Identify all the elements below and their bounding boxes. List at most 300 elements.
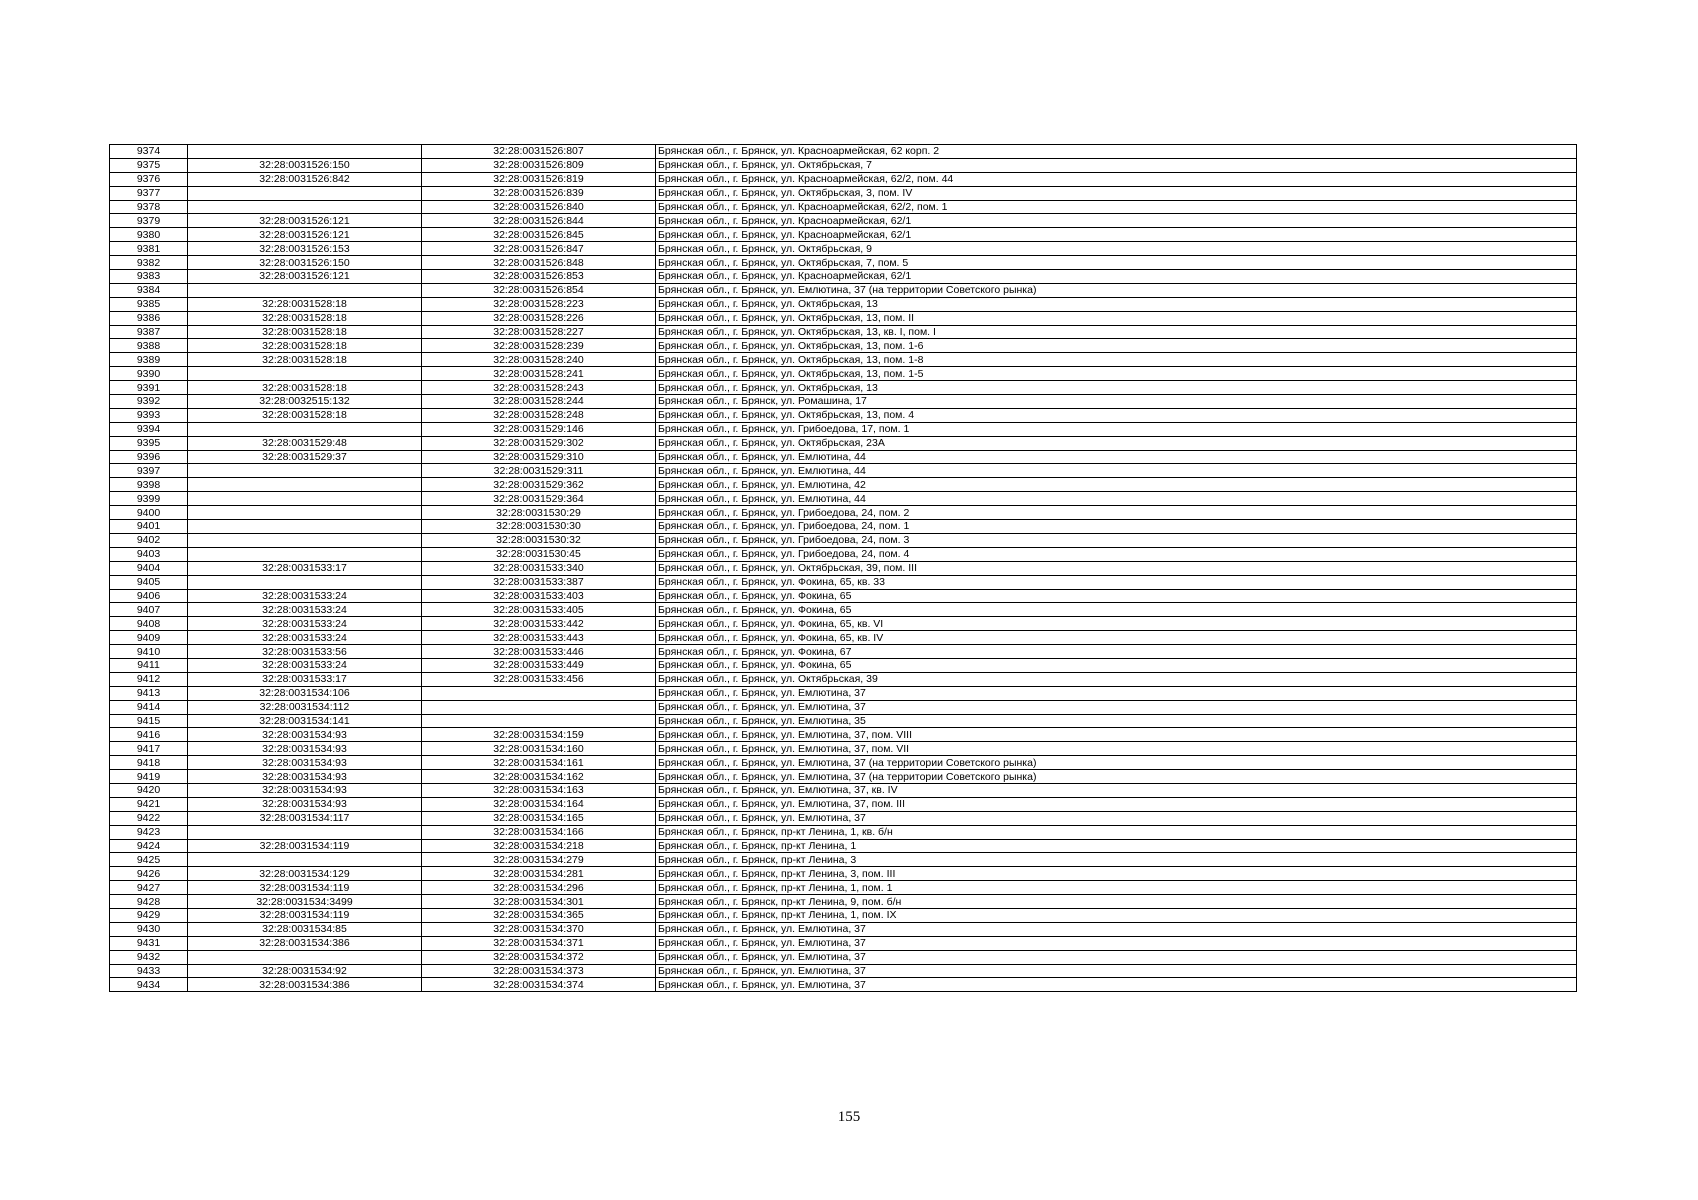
table-row xyxy=(110,158,1577,172)
address-cell: Брянская обл., г. Брянск, ул. Емлютина, 44 xyxy=(656,450,1577,464)
table-row xyxy=(110,283,1577,297)
object-cadastral-number-cell: 32:28:0031528:243 xyxy=(422,381,656,395)
address-cell: Брянская обл., г. Брянск, ул. Фокина, 65 xyxy=(656,658,1577,672)
row-number-cell: 9393 xyxy=(110,408,188,422)
address-cell: Брянская обл., г. Брянск, ул. Грибоедова, 24, пом. 1 xyxy=(656,520,1577,534)
address-cell: Брянская обл., г. Брянск, ул. Емлютина, 37 xyxy=(656,922,1577,936)
table-row xyxy=(110,325,1577,339)
table-row xyxy=(110,547,1577,561)
land-parcel-number-cell xyxy=(188,478,422,492)
address-cell: Брянская обл., г. Брянск, ул. Грибоедова, 24, пом. 4 xyxy=(656,547,1577,561)
address-cell: Брянская обл., г. Брянск, ул. Октябрьская, 13, пом. 4 xyxy=(656,408,1577,422)
land-parcel-number-cell: 32:28:0031534:119 xyxy=(188,881,422,895)
land-parcel-number-cell: 32:28:0031533:24 xyxy=(188,658,422,672)
address-cell: Брянская обл., г. Брянск, ул. Красноармейская, 62/1 xyxy=(656,214,1577,228)
row-number-cell: 9413 xyxy=(110,686,188,700)
address-cell: Брянская обл., г. Брянск, ул. Емлютина, 37 (на территории Советского рынка) xyxy=(656,756,1577,770)
address-cell: Брянская обл., г. Брянск, ул. Емлютина, 37, пом. III xyxy=(656,797,1577,811)
table-row xyxy=(110,339,1577,353)
address-cell: Брянская обл., г. Брянск, пр-кт Ленина, 1 xyxy=(656,839,1577,853)
row-number-cell: 9390 xyxy=(110,367,188,381)
land-parcel-number-cell xyxy=(188,825,422,839)
row-number-cell: 9397 xyxy=(110,464,188,478)
table-row xyxy=(110,950,1577,964)
table-row xyxy=(110,311,1577,325)
address-cell: Брянская обл., г. Брянск, ул. Емлютина, 44 xyxy=(656,464,1577,478)
address-cell: Брянская обл., г. Брянск, ул. Емлютина, 44 xyxy=(656,492,1577,506)
table-row xyxy=(110,728,1577,742)
land-parcel-number-cell: 32:28:0031534:93 xyxy=(188,783,422,797)
address-cell: Брянская обл., г. Брянск, ул. Красноармейская, 62/2, пом. 1 xyxy=(656,200,1577,214)
table-row xyxy=(110,645,1577,659)
land-parcel-number-cell xyxy=(188,367,422,381)
table-row xyxy=(110,658,1577,672)
object-cadastral-number-cell: 32:28:0031529:310 xyxy=(422,450,656,464)
row-number-cell: 9418 xyxy=(110,756,188,770)
object-cadastral-number-cell: 32:28:0031534:160 xyxy=(422,742,656,756)
table-row xyxy=(110,186,1577,200)
address-cell: Брянская обл., г. Брянск, ул. Октябрьская, 7, пом. 5 xyxy=(656,256,1577,270)
table-row xyxy=(110,561,1577,575)
land-parcel-number-cell xyxy=(188,547,422,561)
row-number-cell: 9378 xyxy=(110,200,188,214)
table-row xyxy=(110,589,1577,603)
object-cadastral-number-cell: 32:28:0031534:281 xyxy=(422,867,656,881)
object-cadastral-number-cell: 32:28:0031533:456 xyxy=(422,672,656,686)
land-parcel-number-cell: 32:28:0031534:93 xyxy=(188,756,422,770)
address-cell: Брянская обл., г. Брянск, ул. Емлютина, 37, кв. IV xyxy=(656,783,1577,797)
row-number-cell: 9419 xyxy=(110,770,188,784)
land-parcel-number-cell: 32:28:0031533:17 xyxy=(188,672,422,686)
row-number-cell: 9386 xyxy=(110,311,188,325)
object-cadastral-number-cell: 32:28:0031529:362 xyxy=(422,478,656,492)
land-parcel-number-cell: 32:28:0031534:85 xyxy=(188,922,422,936)
table-row xyxy=(110,603,1577,617)
land-parcel-number-cell: 32:28:0031528:18 xyxy=(188,325,422,339)
land-parcel-number-cell: 32:28:0031533:24 xyxy=(188,589,422,603)
row-number-cell: 9415 xyxy=(110,714,188,728)
address-cell: Брянская обл., г. Брянск, пр-кт Ленина, 3 xyxy=(656,853,1577,867)
object-cadastral-number-cell: 32:28:0031526:844 xyxy=(422,214,656,228)
table-row xyxy=(110,756,1577,770)
object-cadastral-number-cell: 32:28:0031530:29 xyxy=(422,506,656,520)
land-parcel-number-cell: 32:28:0031534:117 xyxy=(188,811,422,825)
land-parcel-number-cell xyxy=(188,200,422,214)
land-parcel-number-cell: 32:28:0031526:121 xyxy=(188,270,422,284)
object-cadastral-number-cell: 32:28:0031534:161 xyxy=(422,756,656,770)
address-cell: Брянская обл., г. Брянск, ул. Красноармейская, 62 корп. 2 xyxy=(656,145,1577,159)
object-cadastral-number-cell: 32:28:0031533:446 xyxy=(422,645,656,659)
object-cadastral-number-cell xyxy=(422,686,656,700)
object-cadastral-number-cell: 32:28:0031526:848 xyxy=(422,256,656,270)
address-cell: Брянская обл., г. Брянск, ул. Октябрьская, 7 xyxy=(656,158,1577,172)
object-cadastral-number-cell: 32:28:0031534:371 xyxy=(422,936,656,950)
row-number-cell: 9389 xyxy=(110,353,188,367)
table-row xyxy=(110,367,1577,381)
object-cadastral-number-cell xyxy=(422,700,656,714)
object-cadastral-number-cell: 32:28:0031528:240 xyxy=(422,353,656,367)
row-number-cell: 9414 xyxy=(110,700,188,714)
row-number-cell: 9422 xyxy=(110,811,188,825)
object-cadastral-number-cell xyxy=(422,714,656,728)
row-number-cell: 9388 xyxy=(110,339,188,353)
address-cell: Брянская обл., г. Брянск, ул. Октябрьская, 13, кв. I, пом. I xyxy=(656,325,1577,339)
row-number-cell: 9412 xyxy=(110,672,188,686)
address-cell: Брянская обл., г. Брянск, ул. Октябрьская, 13, пом. 1-6 xyxy=(656,339,1577,353)
land-parcel-number-cell: 32:28:0031533:24 xyxy=(188,631,422,645)
address-cell: Брянская обл., г. Брянск, ул. Октябрьская, 13, пом. 1-5 xyxy=(656,367,1577,381)
row-number-cell: 9417 xyxy=(110,742,188,756)
land-parcel-number-cell xyxy=(188,533,422,547)
row-number-cell: 9383 xyxy=(110,270,188,284)
row-number-cell: 9392 xyxy=(110,395,188,409)
table-row xyxy=(110,395,1577,409)
land-parcel-number-cell xyxy=(188,492,422,506)
table-row xyxy=(110,464,1577,478)
address-cell: Брянская обл., г. Брянск, ул. Емлютина, 37 xyxy=(656,700,1577,714)
object-cadastral-number-cell: 32:28:0031528:241 xyxy=(422,367,656,381)
row-number-cell: 9416 xyxy=(110,728,188,742)
land-parcel-number-cell: 32:28:0031526:150 xyxy=(188,256,422,270)
table-row xyxy=(110,242,1577,256)
row-number-cell: 9404 xyxy=(110,561,188,575)
table-row xyxy=(110,492,1577,506)
address-cell: Брянская обл., г. Брянск, ул. Емлютина, 42 xyxy=(656,478,1577,492)
object-cadastral-number-cell: 32:28:0031526:853 xyxy=(422,270,656,284)
address-cell: Брянская обл., г. Брянск, ул. Фокина, 67 xyxy=(656,645,1577,659)
land-parcel-number-cell: 32:28:0031534:112 xyxy=(188,700,422,714)
table-row xyxy=(110,214,1577,228)
land-parcel-number-cell xyxy=(188,853,422,867)
land-parcel-number-cell xyxy=(188,422,422,436)
land-parcel-number-cell xyxy=(188,575,422,589)
row-number-cell: 9376 xyxy=(110,172,188,186)
object-cadastral-number-cell: 32:28:0031533:443 xyxy=(422,631,656,645)
table-row xyxy=(110,575,1577,589)
object-cadastral-number-cell: 32:28:0031534:370 xyxy=(422,922,656,936)
table-row xyxy=(110,297,1577,311)
page-number: 155 xyxy=(837,1109,861,1125)
object-cadastral-number-cell: 32:28:0031533:403 xyxy=(422,589,656,603)
land-parcel-number-cell: 32:28:0031533:56 xyxy=(188,645,422,659)
object-cadastral-number-cell: 32:28:0031534:372 xyxy=(422,950,656,964)
address-cell: Брянская обл., г. Брянск, ул. Фокина, 65 xyxy=(656,589,1577,603)
table-row xyxy=(110,520,1577,534)
object-cadastral-number-cell: 32:28:0031530:30 xyxy=(422,520,656,534)
table-row xyxy=(110,922,1577,936)
row-number-cell: 9426 xyxy=(110,867,188,881)
address-cell: Брянская обл., г. Брянск, ул. Фокина, 65 xyxy=(656,603,1577,617)
table-row xyxy=(110,436,1577,450)
row-number-cell: 9398 xyxy=(110,478,188,492)
table-row xyxy=(110,353,1577,367)
row-number-cell: 9394 xyxy=(110,422,188,436)
object-cadastral-number-cell: 32:28:0031526:840 xyxy=(422,200,656,214)
address-cell: Брянская обл., г. Брянск, ул. Емлютина, 37 xyxy=(656,811,1577,825)
land-parcel-number-cell: 32:28:0031528:18 xyxy=(188,311,422,325)
row-number-cell: 9395 xyxy=(110,436,188,450)
row-number-cell: 9385 xyxy=(110,297,188,311)
row-number-cell: 9425 xyxy=(110,853,188,867)
row-number-cell: 9384 xyxy=(110,283,188,297)
row-number-cell: 9403 xyxy=(110,547,188,561)
object-cadastral-number-cell: 32:28:0031534:374 xyxy=(422,978,656,992)
object-cadastral-number-cell: 32:28:0031528:223 xyxy=(422,297,656,311)
land-parcel-number-cell: 32:28:0031534:93 xyxy=(188,728,422,742)
row-number-cell: 9423 xyxy=(110,825,188,839)
row-number-cell: 9429 xyxy=(110,908,188,922)
address-cell: Брянская обл., г. Брянск, ул. Ромашина, 17 xyxy=(656,395,1577,409)
table-row xyxy=(110,631,1577,645)
row-number-cell: 9391 xyxy=(110,381,188,395)
object-cadastral-number-cell: 32:28:0031534:159 xyxy=(422,728,656,742)
land-parcel-number-cell: 32:28:0031534:119 xyxy=(188,839,422,853)
land-parcel-number-cell: 32:28:0031534:386 xyxy=(188,978,422,992)
table-row xyxy=(110,145,1577,159)
address-cell: Брянская обл., г. Брянск, ул. Емлютина, 37, пом. VIII xyxy=(656,728,1577,742)
object-cadastral-number-cell: 32:28:0031534:301 xyxy=(422,895,656,909)
address-cell: Брянская обл., г. Брянск, пр-кт Ленина, 9, пом. б/н xyxy=(656,895,1577,909)
object-cadastral-number-cell: 32:28:0031534:165 xyxy=(422,811,656,825)
land-parcel-number-cell: 32:28:0031534:129 xyxy=(188,867,422,881)
object-cadastral-number-cell: 32:28:0031528:239 xyxy=(422,339,656,353)
address-cell: Брянская обл., г. Брянск, ул. Октябрьская, 23А xyxy=(656,436,1577,450)
table-row xyxy=(110,714,1577,728)
address-cell: Брянская обл., г. Брянск, ул. Октябрьская, 13, пом. 1-8 xyxy=(656,353,1577,367)
object-cadastral-number-cell: 32:28:0031533:340 xyxy=(422,561,656,575)
address-cell: Брянская обл., г. Брянск, ул. Октябрьская, 13 xyxy=(656,297,1577,311)
land-parcel-number-cell xyxy=(188,145,422,159)
address-cell: Брянская обл., г. Брянск, ул. Емлютина, 37 xyxy=(656,978,1577,992)
object-cadastral-number-cell: 32:28:0031534:296 xyxy=(422,881,656,895)
table-row xyxy=(110,867,1577,881)
row-number-cell: 9387 xyxy=(110,325,188,339)
row-number-cell: 9379 xyxy=(110,214,188,228)
table-row xyxy=(110,936,1577,950)
table-row xyxy=(110,978,1577,992)
table-row xyxy=(110,964,1577,978)
land-parcel-number-cell: 32:28:0031534:386 xyxy=(188,936,422,950)
object-cadastral-number-cell: 32:28:0031533:387 xyxy=(422,575,656,589)
row-number-cell: 9433 xyxy=(110,964,188,978)
address-cell: Брянская обл., г. Брянск, ул. Емлютина, 37 xyxy=(656,964,1577,978)
object-cadastral-number-cell: 32:28:0031526:819 xyxy=(422,172,656,186)
land-parcel-number-cell: 32:28:0031534:3499 xyxy=(188,895,422,909)
table-row xyxy=(110,783,1577,797)
land-parcel-number-cell: 32:28:0031528:18 xyxy=(188,297,422,311)
row-number-cell: 9401 xyxy=(110,520,188,534)
address-cell: Брянская обл., г. Брянск, пр-кт Ленина, 1, кв. б/н xyxy=(656,825,1577,839)
land-parcel-number-cell xyxy=(188,950,422,964)
row-number-cell: 9405 xyxy=(110,575,188,589)
land-parcel-number-cell: 32:28:0031533:24 xyxy=(188,603,422,617)
table-row xyxy=(110,172,1577,186)
table-row xyxy=(110,533,1577,547)
table-row xyxy=(110,450,1577,464)
cadastral-registry-table xyxy=(109,144,1577,992)
row-number-cell: 9382 xyxy=(110,256,188,270)
address-cell: Брянская обл., г. Брянск, ул. Фокина, 65, кв. VI xyxy=(656,617,1577,631)
object-cadastral-number-cell: 32:28:0031526:845 xyxy=(422,228,656,242)
land-parcel-number-cell: 32:28:0031534:106 xyxy=(188,686,422,700)
table-row xyxy=(110,617,1577,631)
object-cadastral-number-cell: 32:28:0031534:163 xyxy=(422,783,656,797)
address-cell: Брянская обл., г. Брянск, пр-кт Ленина, 3, пом. III xyxy=(656,867,1577,881)
object-cadastral-number-cell: 32:28:0031534:279 xyxy=(422,853,656,867)
land-parcel-number-cell: 32:28:0031526:842 xyxy=(188,172,422,186)
row-number-cell: 9424 xyxy=(110,839,188,853)
address-cell: Брянская обл., г. Брянск, ул. Октябрьская, 13 xyxy=(656,381,1577,395)
row-number-cell: 9430 xyxy=(110,922,188,936)
object-cadastral-number-cell: 32:28:0031534:365 xyxy=(422,908,656,922)
object-cadastral-number-cell: 32:28:0031529:311 xyxy=(422,464,656,478)
table-row xyxy=(110,895,1577,909)
row-number-cell: 9421 xyxy=(110,797,188,811)
address-cell: Брянская обл., г. Брянск, ул. Емлютина, 37 (на территории Советского рынка) xyxy=(656,770,1577,784)
row-number-cell: 9410 xyxy=(110,645,188,659)
row-number-cell: 9402 xyxy=(110,533,188,547)
table-row xyxy=(110,478,1577,492)
table-row xyxy=(110,742,1577,756)
land-parcel-number-cell xyxy=(188,186,422,200)
row-number-cell: 9381 xyxy=(110,242,188,256)
object-cadastral-number-cell: 32:28:0031526:839 xyxy=(422,186,656,200)
row-number-cell: 9411 xyxy=(110,658,188,672)
row-number-cell: 9375 xyxy=(110,158,188,172)
land-parcel-number-cell: 32:28:0031529:48 xyxy=(188,436,422,450)
land-parcel-number-cell xyxy=(188,283,422,297)
land-parcel-number-cell: 32:28:0031534:119 xyxy=(188,908,422,922)
row-number-cell: 9408 xyxy=(110,617,188,631)
address-cell: Брянская обл., г. Брянск, ул. Фокина, 65, кв. IV xyxy=(656,631,1577,645)
land-parcel-number-cell: 32:28:0031534:141 xyxy=(188,714,422,728)
row-number-cell: 9374 xyxy=(110,145,188,159)
land-parcel-number-cell: 32:28:0031526:150 xyxy=(188,158,422,172)
land-parcel-number-cell: 32:28:0031526:153 xyxy=(188,242,422,256)
table-row xyxy=(110,270,1577,284)
land-parcel-number-cell: 32:28:0031534:93 xyxy=(188,770,422,784)
table-row xyxy=(110,228,1577,242)
land-parcel-number-cell: 32:28:0031526:121 xyxy=(188,214,422,228)
object-cadastral-number-cell: 32:28:0031534:166 xyxy=(422,825,656,839)
row-number-cell: 9377 xyxy=(110,186,188,200)
row-number-cell: 9428 xyxy=(110,895,188,909)
land-parcel-number-cell: 32:28:0031534:92 xyxy=(188,964,422,978)
table-row xyxy=(110,881,1577,895)
address-cell: Брянская обл., г. Брянск, пр-кт Ленина, 1, пом. 1 xyxy=(656,881,1577,895)
row-number-cell: 9409 xyxy=(110,631,188,645)
object-cadastral-number-cell: 32:28:0031528:227 xyxy=(422,325,656,339)
address-cell: Брянская обл., г. Брянск, ул. Емлютина, 37 xyxy=(656,950,1577,964)
address-cell: Брянская обл., г. Брянск, пр-кт Ленина, 1, пом. IX xyxy=(656,908,1577,922)
address-cell: Брянская обл., г. Брянск, ул. Емлютина, 37 xyxy=(656,686,1577,700)
land-parcel-number-cell: 32:28:0031533:24 xyxy=(188,617,422,631)
land-parcel-number-cell: 32:28:0031528:18 xyxy=(188,381,422,395)
table-row xyxy=(110,770,1577,784)
object-cadastral-number-cell: 32:28:0031528:248 xyxy=(422,408,656,422)
address-cell: Брянская обл., г. Брянск, ул. Октябрьская, 9 xyxy=(656,242,1577,256)
row-number-cell: 9396 xyxy=(110,450,188,464)
address-cell: Брянская обл., г. Брянск, ул. Грибоедова, 24, пом. 3 xyxy=(656,533,1577,547)
address-cell: Брянская обл., г. Брянск, ул. Октябрьская, 39 xyxy=(656,672,1577,686)
object-cadastral-number-cell: 32:28:0031528:226 xyxy=(422,311,656,325)
object-cadastral-number-cell: 32:28:0031533:449 xyxy=(422,658,656,672)
row-number-cell: 9427 xyxy=(110,881,188,895)
land-parcel-number-cell: 32:28:0031533:17 xyxy=(188,561,422,575)
address-cell: Брянская обл., г. Брянск, ул. Фокина, 65, кв. 33 xyxy=(656,575,1577,589)
object-cadastral-number-cell: 32:28:0031526:807 xyxy=(422,145,656,159)
land-parcel-number-cell: 32:28:0031526:121 xyxy=(188,228,422,242)
table-row xyxy=(110,256,1577,270)
table-row xyxy=(110,908,1577,922)
table-row xyxy=(110,700,1577,714)
table-row xyxy=(110,506,1577,520)
address-cell: Брянская обл., г. Брянск, ул. Емлютина, 37 (на территории Советского рынка) xyxy=(656,283,1577,297)
land-parcel-number-cell: 32:28:0031528:18 xyxy=(188,339,422,353)
object-cadastral-number-cell: 32:28:0031529:146 xyxy=(422,422,656,436)
address-cell: Брянская обл., г. Брянск, ул. Красноармейская, 62/1 xyxy=(656,270,1577,284)
object-cadastral-number-cell: 32:28:0031529:364 xyxy=(422,492,656,506)
object-cadastral-number-cell: 32:28:0031533:405 xyxy=(422,603,656,617)
object-cadastral-number-cell: 32:28:0031534:162 xyxy=(422,770,656,784)
object-cadastral-number-cell: 32:28:0031530:32 xyxy=(422,533,656,547)
land-parcel-number-cell: 32:28:0031528:18 xyxy=(188,408,422,422)
table-row xyxy=(110,381,1577,395)
object-cadastral-number-cell: 32:28:0031534:164 xyxy=(422,797,656,811)
object-cadastral-number-cell: 32:28:0031534:218 xyxy=(422,839,656,853)
land-parcel-number-cell: 32:28:0031534:93 xyxy=(188,742,422,756)
address-cell: Брянская обл., г. Брянск, ул. Красноармейская, 62/2, пом. 44 xyxy=(656,172,1577,186)
land-parcel-number-cell: 32:28:0031528:18 xyxy=(188,353,422,367)
row-number-cell: 9432 xyxy=(110,950,188,964)
object-cadastral-number-cell: 32:28:0031530:45 xyxy=(422,547,656,561)
object-cadastral-number-cell: 32:28:0031534:373 xyxy=(422,964,656,978)
row-number-cell: 9380 xyxy=(110,228,188,242)
object-cadastral-number-cell: 32:28:0031533:442 xyxy=(422,617,656,631)
table-row xyxy=(110,686,1577,700)
address-cell: Брянская обл., г. Брянск, ул. Октябрьская, 3, пом. IV xyxy=(656,186,1577,200)
table-row xyxy=(110,797,1577,811)
row-number-cell: 9420 xyxy=(110,783,188,797)
table-row xyxy=(110,853,1577,867)
land-parcel-number-cell: 32:28:0031534:93 xyxy=(188,797,422,811)
land-parcel-number-cell xyxy=(188,506,422,520)
table-row xyxy=(110,672,1577,686)
object-cadastral-number-cell: 32:28:0031526:847 xyxy=(422,242,656,256)
land-parcel-number-cell xyxy=(188,464,422,478)
address-cell: Брянская обл., г. Брянск, ул. Октябрьская, 39, пом. III xyxy=(656,561,1577,575)
table-row xyxy=(110,811,1577,825)
table-row xyxy=(110,825,1577,839)
table-row xyxy=(110,200,1577,214)
object-cadastral-number-cell: 32:28:0031528:244 xyxy=(422,395,656,409)
row-number-cell: 9434 xyxy=(110,978,188,992)
object-cadastral-number-cell: 32:28:0031526:809 xyxy=(422,158,656,172)
address-cell: Брянская обл., г. Брянск, ул. Емлютина, 37, пом. VII xyxy=(656,742,1577,756)
row-number-cell: 9407 xyxy=(110,603,188,617)
land-parcel-number-cell: 32:28:0032515:132 xyxy=(188,395,422,409)
row-number-cell: 9431 xyxy=(110,936,188,950)
object-cadastral-number-cell: 32:28:0031529:302 xyxy=(422,436,656,450)
address-cell: Брянская обл., г. Брянск, ул. Емлютина, 37 xyxy=(656,936,1577,950)
row-number-cell: 9406 xyxy=(110,589,188,603)
table-row xyxy=(110,408,1577,422)
row-number-cell: 9399 xyxy=(110,492,188,506)
address-cell: Брянская обл., г. Брянск, ул. Октябрьская, 13, пом. II xyxy=(656,311,1577,325)
table-row xyxy=(110,422,1577,436)
table-row xyxy=(110,839,1577,853)
registry-table-body xyxy=(110,145,1577,992)
